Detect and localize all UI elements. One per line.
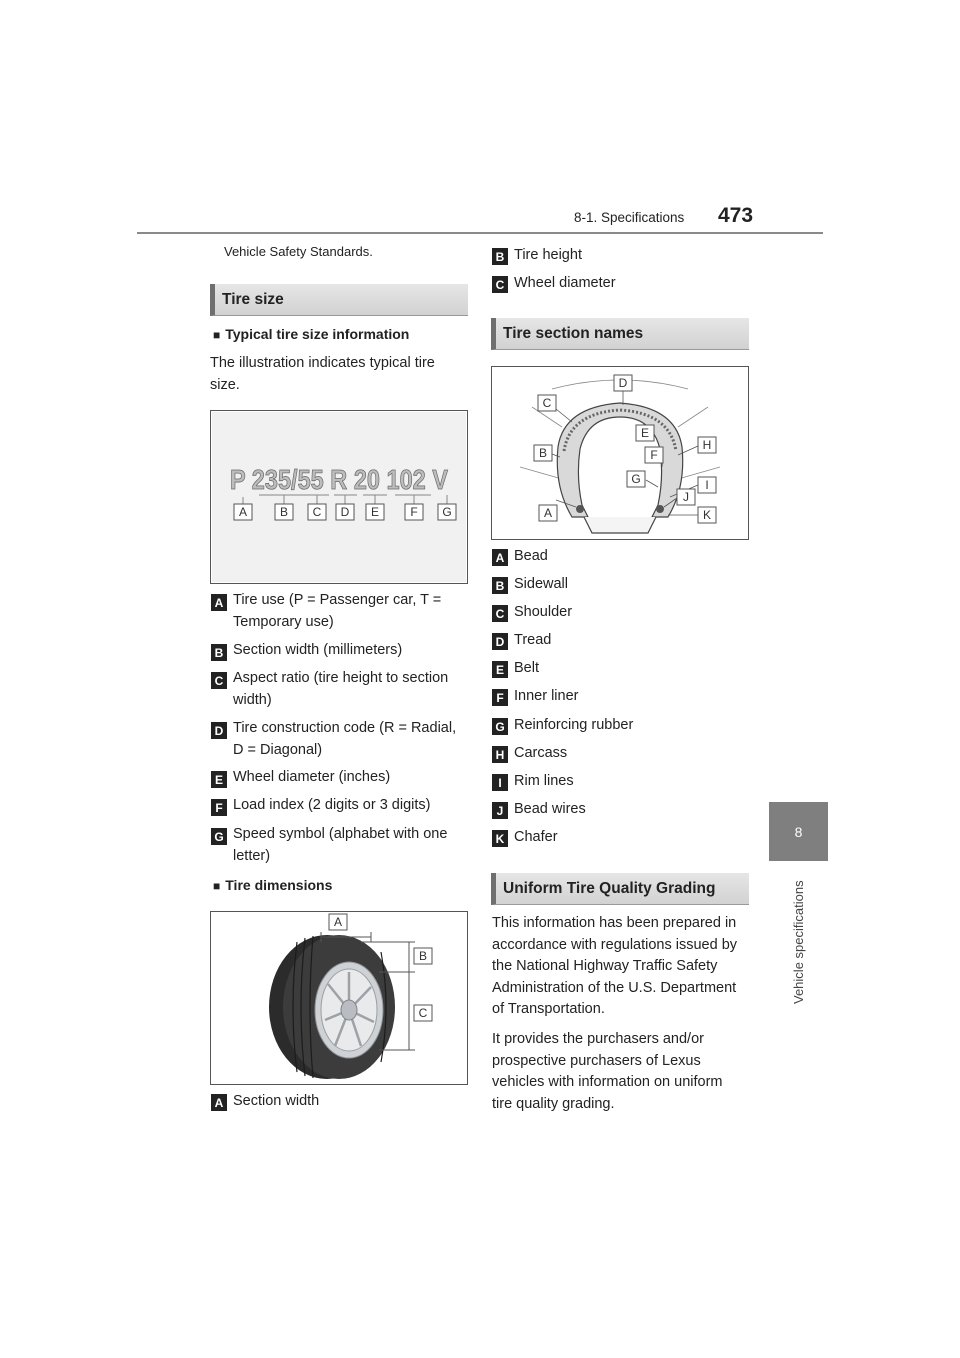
section-name-item: Tread xyxy=(514,632,552,648)
tire-size-figure xyxy=(210,410,468,584)
utqg-heading-text: Uniform Tire Quality Grading xyxy=(503,879,716,897)
tire-size-item: Tire use (P = Passenger car, T = Temporary use) xyxy=(233,592,442,630)
callout-D: D xyxy=(618,376,628,390)
item-label: G xyxy=(492,718,508,735)
tire-size-description: The illustration indicates typical tire size. xyxy=(210,355,435,393)
callout-B: B xyxy=(418,949,428,963)
tire-size-item: Tire construction code (R = Radial, D = Diagonal) xyxy=(233,720,457,758)
tire-size-item: Wheel diameter (inches) xyxy=(233,769,391,785)
tire-section-names-heading-text: Tire section names xyxy=(503,324,644,342)
item-label: B xyxy=(492,248,508,265)
callout-F: F xyxy=(410,505,418,519)
typical-subheading-text: Typical tire size information xyxy=(225,326,410,342)
item-label: A xyxy=(211,594,227,611)
tire-dimensions-item: Tire height xyxy=(514,247,582,263)
tire-size-heading-text: Tire size xyxy=(222,290,284,308)
item-label: D xyxy=(211,722,227,739)
tire-dimensions-item: Wheel diameter xyxy=(514,275,616,291)
tire-code-text: P 235/55 R 20 102 V xyxy=(230,464,449,495)
item-label: D xyxy=(492,633,508,650)
tire-size-heading xyxy=(210,284,468,316)
item-label: F xyxy=(211,799,227,816)
item-label: A xyxy=(211,1094,227,1111)
page-number: 473 xyxy=(718,204,754,227)
header-rule xyxy=(137,232,823,234)
chapter-label xyxy=(788,880,808,1020)
chapter-label-text: Vehicle specifications xyxy=(791,880,806,1004)
item-label: F xyxy=(492,689,508,706)
item-label: H xyxy=(492,746,508,763)
callout-C: C xyxy=(542,396,552,410)
typical-tire-size-subheading xyxy=(213,326,409,342)
callout-E: E xyxy=(640,426,650,440)
tire-size-item: Section width (millimeters) xyxy=(233,642,403,658)
tire-dimensions-subheading xyxy=(213,877,332,893)
item-label: B xyxy=(211,644,227,661)
tire-section-figure xyxy=(491,366,749,540)
item-label: G xyxy=(211,828,227,845)
tire-dimensions-figure xyxy=(210,911,468,1085)
callout-J: J xyxy=(683,490,689,504)
item-label: I xyxy=(492,774,508,791)
callout-E: E xyxy=(370,505,380,519)
section-name-item: Bead wires xyxy=(514,801,586,817)
section-title: 8-1. Specifications xyxy=(574,210,685,225)
section-name-item: Shoulder xyxy=(514,604,573,620)
callout-D: D xyxy=(340,505,350,519)
callout-A: A xyxy=(333,915,343,929)
callout-I: I xyxy=(705,478,709,492)
chapter-tab[interactable] xyxy=(769,802,828,861)
callout-F: F xyxy=(650,448,658,462)
callout-A: A xyxy=(238,505,248,519)
section-name-item: Reinforcing rubber xyxy=(514,717,634,733)
callout-B: B xyxy=(538,446,548,460)
square-bullet-icon: ■ xyxy=(213,879,221,893)
section-name-item: Chafer xyxy=(514,829,558,845)
chapter-number: 8 xyxy=(794,823,803,840)
callout-K: K xyxy=(702,508,712,522)
intro-fragment: Vehicle Safety Standards. xyxy=(224,244,373,259)
item-label: K xyxy=(492,830,508,847)
item-label: C xyxy=(211,672,227,689)
callout-G: G xyxy=(442,505,452,519)
tire-dimensions-item: Section width xyxy=(233,1093,320,1109)
square-bullet-icon: ■ xyxy=(213,328,221,342)
utqg-paragraph: This information has been prepared in accordance with regulations issued by the National Highway Traffic Safety Administration of the U.S. Department of Transportation. xyxy=(492,915,738,1017)
section-name-item: Sidewall xyxy=(514,576,568,592)
callout-G: G xyxy=(631,472,641,486)
item-label: J xyxy=(492,802,508,819)
item-label: A xyxy=(492,549,508,566)
item-label: C xyxy=(492,276,508,293)
section-name-item: Carcass xyxy=(514,745,568,761)
section-name-item: Inner liner xyxy=(514,688,579,704)
callout-H: H xyxy=(702,438,712,452)
item-label: E xyxy=(492,661,508,678)
callout-B: B xyxy=(279,505,289,519)
utqg-heading xyxy=(491,873,749,905)
tire-dimensions-subheading-text: Tire dimensions xyxy=(225,877,333,893)
tire-size-item: Aspect ratio (tire height to section width) xyxy=(233,670,449,708)
tire-size-item: Speed symbol (alphabet with one letter) xyxy=(233,826,448,864)
section-name-item: Belt xyxy=(514,660,539,676)
callout-C: C xyxy=(312,505,322,519)
section-name-item: Rim lines xyxy=(514,773,574,789)
section-name-item: Bead xyxy=(514,548,548,564)
callout-A: A xyxy=(543,506,553,520)
tire-section-names-heading xyxy=(491,318,749,350)
callout-C: C xyxy=(418,1006,428,1020)
item-label: C xyxy=(492,605,508,622)
tire-size-item: Load index (2 digits or 3 digits) xyxy=(233,797,431,813)
item-label: B xyxy=(492,577,508,594)
item-label: E xyxy=(211,771,227,788)
utqg-paragraph: It provides the purchasers and/or prospective purchasers of Lexus vehicles with information on uniform tire quality grading. xyxy=(492,1031,723,1112)
